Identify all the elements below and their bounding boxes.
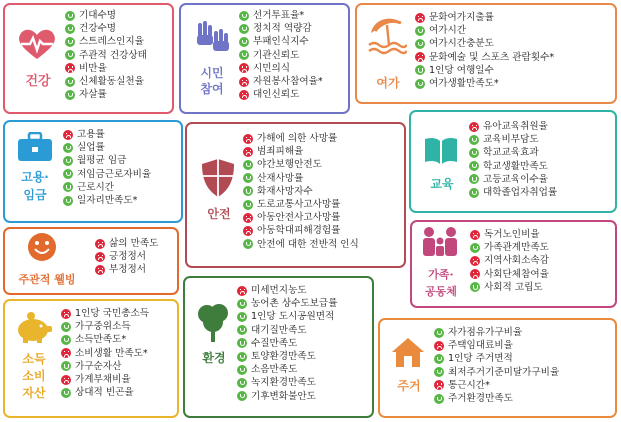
indicator-label: 1인당 주거면적 bbox=[448, 353, 513, 365]
section-safety bbox=[185, 122, 406, 268]
section-environment bbox=[183, 276, 374, 418]
indicator-label: 학교생활만족도 bbox=[483, 160, 548, 172]
smile-face-icon bbox=[63, 182, 73, 192]
indicator-label: 기관신뢰도 bbox=[253, 49, 300, 61]
smile-face-icon bbox=[415, 26, 425, 36]
indicator-item bbox=[469, 120, 557, 133]
indicator-item bbox=[469, 186, 557, 199]
indicator-item bbox=[415, 11, 554, 24]
section-title-housing: 주거 bbox=[397, 379, 421, 393]
frown-face-icon bbox=[61, 309, 71, 319]
indicator-item bbox=[470, 254, 549, 267]
frown-face-icon bbox=[95, 252, 105, 262]
indicator-label: 자살률 bbox=[79, 89, 107, 101]
briefcase-icon bbox=[17, 132, 53, 162]
indicator-label: 미세먼지농도 bbox=[251, 285, 307, 296]
indicator-label: 가해에 의한 사망률 bbox=[257, 133, 338, 144]
smile-face-icon bbox=[239, 11, 249, 21]
frown-face-icon bbox=[239, 90, 249, 100]
indicator-label: 소비생활 만족도* bbox=[75, 347, 148, 359]
indicator-label: 화재사망자수 bbox=[257, 185, 313, 197]
frown-face-icon bbox=[434, 341, 444, 351]
indicator-item bbox=[470, 241, 549, 254]
smile-face-icon bbox=[63, 143, 73, 153]
smile-face-icon bbox=[415, 39, 425, 49]
frown-face-icon bbox=[469, 122, 479, 132]
smile-face-icon bbox=[469, 148, 479, 158]
frown-face-icon bbox=[243, 134, 253, 144]
indicator-label: 자가점유가구비율 bbox=[448, 327, 523, 338]
item-list-safety bbox=[243, 132, 359, 251]
indicator-label: 일자리만족도* bbox=[77, 194, 138, 206]
piggy-bank-icon bbox=[13, 311, 53, 343]
smile-face-icon bbox=[239, 50, 249, 60]
indicator-label: 부패인식지수 bbox=[253, 36, 309, 48]
indicator-item bbox=[65, 9, 147, 22]
smile-face-icon bbox=[65, 90, 75, 100]
item-list-employment bbox=[63, 128, 151, 207]
indicator-item bbox=[239, 9, 323, 22]
frown-face-icon bbox=[61, 348, 71, 358]
indicator-label: 농어촌 상수도보급률 bbox=[251, 298, 338, 310]
frown-face-icon bbox=[239, 63, 249, 73]
section-title-income bbox=[9, 351, 59, 402]
indicator-item bbox=[434, 326, 559, 339]
section-employment bbox=[3, 120, 183, 223]
indicator-label: 주택임대료비율 bbox=[448, 340, 513, 352]
indicator-item bbox=[243, 211, 359, 224]
frown-face-icon bbox=[243, 147, 253, 157]
smile-face-icon bbox=[237, 338, 247, 348]
indicator-item bbox=[65, 35, 147, 48]
indicator-item bbox=[470, 281, 549, 294]
smile-face-icon bbox=[469, 135, 479, 145]
indicator-item bbox=[61, 320, 149, 333]
smile-face-icon bbox=[470, 243, 480, 253]
smile-face-icon bbox=[63, 156, 73, 166]
indicator-item bbox=[470, 268, 549, 281]
indicator-item bbox=[470, 228, 549, 241]
indicator-label: 아동학대피해경험률 bbox=[257, 225, 341, 237]
indicator-label: 건강수명 bbox=[79, 23, 117, 35]
item-list-family bbox=[470, 228, 549, 294]
indicator-label: 독거노인비율 bbox=[484, 229, 540, 240]
smile-face-icon bbox=[61, 322, 71, 332]
section-title-family-line1: 가족· bbox=[428, 268, 454, 281]
indicator-item bbox=[95, 263, 158, 276]
smile-face-icon bbox=[415, 79, 425, 89]
smile-face-icon bbox=[243, 173, 253, 183]
indicator-item bbox=[243, 185, 359, 198]
indicator-label: 삶의 만족도 bbox=[109, 238, 159, 249]
indicator-item bbox=[237, 310, 337, 323]
smile-face-icon bbox=[65, 77, 75, 87]
indicator-label: 대기질만족도 bbox=[251, 324, 307, 336]
indicator-label: 실업률 bbox=[77, 142, 105, 154]
indicator-item bbox=[469, 160, 557, 173]
indicator-label: 기후변화불안도 bbox=[251, 390, 316, 402]
indicator-label: 소득만족도* bbox=[75, 334, 127, 346]
indicator-item bbox=[434, 366, 559, 379]
indicator-item bbox=[61, 333, 149, 346]
section-title-employment bbox=[9, 168, 61, 204]
smile-face-icon bbox=[434, 394, 444, 404]
section-title-family-line2: 공동체 bbox=[425, 285, 457, 298]
indicator-item bbox=[237, 390, 337, 403]
section-title-education: 교육 bbox=[430, 177, 454, 191]
frown-face-icon bbox=[95, 265, 105, 275]
item-list-civic bbox=[239, 9, 323, 101]
indicator-label: 기대수명 bbox=[79, 10, 117, 21]
indicator-label: 지역사회소속감 bbox=[484, 255, 549, 267]
section-title-employment-line2: 임금 bbox=[23, 188, 47, 202]
frown-face-icon bbox=[470, 269, 480, 279]
indicator-item bbox=[65, 88, 147, 101]
indicator-label: 여가시간 bbox=[429, 25, 467, 37]
indicator-label: 대인신뢰도 bbox=[253, 89, 300, 101]
section-title-income-line2: 소비 bbox=[22, 369, 46, 383]
section-leisure bbox=[355, 3, 617, 104]
indicator-item bbox=[243, 145, 359, 158]
section-subjective bbox=[3, 227, 179, 295]
frown-face-icon bbox=[243, 226, 253, 236]
section-income bbox=[3, 299, 179, 418]
smile-face-icon bbox=[65, 24, 75, 34]
indicator-label: 소음만족도 bbox=[251, 364, 298, 376]
indicator-item bbox=[61, 373, 149, 386]
indicator-item bbox=[239, 62, 323, 75]
tree-icon bbox=[195, 302, 231, 342]
indicator-item bbox=[237, 337, 337, 350]
section-title-subjective: 주관적 웰빙 bbox=[18, 273, 76, 286]
frown-face-icon bbox=[63, 130, 73, 140]
indicator-label: 수질만족도 bbox=[251, 337, 298, 349]
indicator-label: 자원봉사참여율* bbox=[253, 75, 323, 87]
indicator-item bbox=[65, 62, 147, 75]
indicator-label: 문화예술 및 스포츠 관람횟수* bbox=[429, 51, 555, 63]
indicator-item bbox=[469, 173, 557, 186]
indicator-label: 문화여가지출률 bbox=[429, 12, 494, 23]
indicator-label: 정치적 역량감 bbox=[253, 23, 312, 35]
item-list-health bbox=[65, 9, 147, 101]
indicator-item bbox=[63, 141, 151, 154]
section-title-health: 건강 bbox=[25, 74, 51, 89]
indicator-label: 가계부채비율 bbox=[75, 373, 131, 385]
frown-face-icon bbox=[61, 375, 71, 385]
indicator-item bbox=[61, 386, 149, 399]
indicator-label: 저임금근로자비율 bbox=[77, 168, 152, 180]
indicator-item bbox=[239, 75, 323, 88]
indicator-item bbox=[415, 77, 554, 90]
smile-face-icon bbox=[237, 378, 247, 388]
smile-face-icon bbox=[243, 239, 253, 249]
indicator-item bbox=[469, 146, 557, 159]
indicator-item bbox=[434, 392, 559, 405]
indicator-label: 학교교육효과 bbox=[483, 147, 539, 159]
indicator-label: 시민의식 bbox=[253, 62, 291, 74]
indicator-label: 사회적 고립도 bbox=[484, 281, 543, 293]
smile-face-icon bbox=[61, 361, 71, 371]
item-list-leisure bbox=[415, 11, 554, 90]
frown-face-icon bbox=[470, 256, 480, 266]
smile-face-icon bbox=[470, 282, 480, 292]
indicator-item bbox=[469, 133, 557, 146]
house-icon bbox=[390, 336, 426, 368]
indicator-label: 근로시간 bbox=[77, 181, 115, 193]
section-title-income-line3: 자산 bbox=[22, 386, 46, 400]
smile-face-icon bbox=[434, 354, 444, 364]
smile-face-icon bbox=[434, 367, 444, 377]
frown-face-icon bbox=[65, 63, 75, 73]
frown-face-icon bbox=[239, 77, 249, 87]
section-health bbox=[3, 3, 174, 114]
indicator-item bbox=[243, 172, 359, 185]
indicator-item bbox=[63, 194, 151, 207]
smile-face-icon bbox=[237, 312, 247, 322]
indicator-item bbox=[63, 154, 151, 167]
indicator-item bbox=[61, 307, 149, 320]
smile-face-icon bbox=[469, 174, 479, 184]
smile-face-icon bbox=[63, 196, 73, 206]
item-list-subjective bbox=[95, 237, 158, 277]
indicator-label: 주관적 건강상태 bbox=[79, 49, 147, 61]
indicator-item bbox=[415, 64, 554, 77]
frown-face-icon bbox=[470, 230, 480, 240]
indicator-item bbox=[65, 49, 147, 62]
smile-face-icon bbox=[237, 352, 247, 362]
smile-face-icon bbox=[237, 365, 247, 375]
frown-face-icon bbox=[434, 380, 444, 390]
indicator-label: 가족관계만족도 bbox=[484, 242, 549, 254]
indicator-item bbox=[243, 238, 359, 251]
indicator-label: 1인당 도시공원면적 bbox=[251, 311, 335, 323]
indicator-item bbox=[237, 284, 337, 297]
smile-face-icon bbox=[243, 186, 253, 196]
indicator-item bbox=[65, 75, 147, 88]
section-title-income-line1: 소득 bbox=[22, 352, 46, 366]
indicator-item bbox=[61, 360, 149, 373]
smile-face-icon bbox=[237, 325, 247, 335]
indicator-label: 안전에 대한 전반적 인식 bbox=[257, 238, 359, 250]
indicator-label: 교육비부담도 bbox=[483, 134, 539, 146]
indicator-item bbox=[237, 324, 337, 337]
indicator-label: 부정정서 bbox=[109, 264, 147, 276]
smile-face-icon bbox=[65, 11, 75, 21]
smile-face-icon bbox=[239, 37, 249, 47]
frown-face-icon bbox=[243, 213, 253, 223]
indicator-label: 통근시간* bbox=[448, 379, 490, 391]
indicator-item bbox=[243, 132, 359, 145]
indicator-label: 가구중위소득 bbox=[75, 321, 131, 333]
indicator-item bbox=[95, 237, 158, 250]
smile-face-icon bbox=[243, 200, 253, 210]
indicator-item bbox=[237, 297, 337, 310]
indicator-item bbox=[434, 352, 559, 365]
indicator-item bbox=[63, 168, 151, 181]
section-family bbox=[410, 220, 617, 308]
indicator-label: 사회단체참여율 bbox=[484, 268, 549, 280]
indicator-label: 1인당 여행일수 bbox=[429, 64, 494, 76]
indicator-label: 고용률 bbox=[77, 129, 105, 140]
indicator-item bbox=[239, 88, 323, 101]
item-list-education bbox=[469, 120, 557, 199]
indicator-label: 아동안전사고사망률 bbox=[257, 212, 341, 224]
section-title-employment-line1: 고용· bbox=[21, 170, 49, 184]
indicator-item bbox=[415, 24, 554, 37]
section-housing bbox=[378, 318, 617, 418]
smile-face-icon bbox=[237, 299, 247, 309]
indicator-label: 야간보행안전도 bbox=[257, 159, 322, 171]
indicator-item bbox=[239, 35, 323, 48]
indicator-label: 범죄피해율 bbox=[257, 146, 304, 158]
smile-face-icon bbox=[469, 161, 479, 171]
section-title-environment: 환경 bbox=[202, 351, 226, 365]
indicator-label: 여가시간충분도 bbox=[429, 38, 494, 50]
indicator-label: 신체활동실천율 bbox=[79, 75, 144, 87]
indicator-label: 월평균 임금 bbox=[77, 155, 127, 167]
indicator-label: 녹지환경만족도 bbox=[251, 377, 316, 389]
section-education bbox=[409, 110, 617, 213]
indicator-item bbox=[415, 37, 554, 50]
section-title-civic-line1: 시민 bbox=[200, 66, 224, 80]
frown-face-icon bbox=[237, 286, 247, 296]
family-icon bbox=[420, 226, 460, 258]
smile-face-icon bbox=[65, 37, 75, 47]
indicator-item bbox=[237, 376, 337, 389]
smile-face-icon bbox=[415, 65, 425, 75]
indicator-item bbox=[95, 250, 158, 263]
section-title-civic-line2: 참여 bbox=[200, 82, 224, 96]
raised-hands-icon bbox=[194, 19, 230, 55]
indicator-item bbox=[237, 350, 337, 363]
smile-face-icon bbox=[61, 335, 71, 345]
item-list-environment bbox=[237, 284, 337, 403]
shield-icon bbox=[201, 158, 235, 198]
indicator-item bbox=[243, 158, 359, 171]
section-civic bbox=[179, 3, 350, 114]
smile-face-icon bbox=[65, 50, 75, 60]
indicator-item bbox=[63, 128, 151, 141]
smile-face-icon bbox=[243, 160, 253, 170]
indicator-item bbox=[243, 198, 359, 211]
smiley-face-icon bbox=[27, 232, 57, 262]
indicator-label: 산재사망률 bbox=[257, 172, 304, 184]
smile-face-icon bbox=[434, 328, 444, 338]
book-icon bbox=[423, 136, 459, 166]
indicator-label: 긍정정서 bbox=[109, 251, 147, 263]
beach-umbrella-icon bbox=[367, 15, 407, 55]
heart-pulse-icon bbox=[17, 27, 57, 61]
indicator-item bbox=[434, 379, 559, 392]
indicator-item bbox=[239, 22, 323, 35]
section-title-leisure: 여가 bbox=[376, 76, 400, 90]
section-title-safety: 안전 bbox=[207, 207, 231, 221]
indicator-item bbox=[243, 224, 359, 237]
smile-face-icon bbox=[237, 391, 247, 401]
smile-face-icon bbox=[61, 388, 71, 398]
indicator-label: 여가생활만족도* bbox=[429, 77, 499, 89]
indicator-label: 유아교육취원율 bbox=[483, 121, 548, 132]
indicator-label: 최저주거기준미달가구비율 bbox=[448, 366, 560, 378]
indicator-label: 주거환경만족도 bbox=[448, 392, 513, 404]
indicator-item bbox=[237, 363, 337, 376]
indicator-item bbox=[415, 51, 554, 64]
indicator-label: 가구순자산 bbox=[75, 360, 122, 372]
indicator-item bbox=[65, 22, 147, 35]
indicator-label: 1인당 국민총소득 bbox=[75, 308, 150, 319]
indicator-item bbox=[239, 49, 323, 62]
indicator-label: 고등교육이수율 bbox=[483, 173, 548, 185]
indicator-item bbox=[434, 339, 559, 352]
indicator-label: 비만율 bbox=[79, 62, 107, 74]
indicator-item bbox=[63, 181, 151, 194]
frown-face-icon bbox=[95, 239, 105, 249]
indicator-label: 스트레스인지율 bbox=[79, 36, 144, 48]
indicator-label: 상대적 빈곤율 bbox=[75, 387, 134, 399]
frown-face-icon bbox=[415, 13, 425, 23]
section-title-civic bbox=[189, 65, 235, 97]
indicator-label: 도로교통사고사망률 bbox=[257, 198, 341, 210]
indicator-label: 토양환경만족도 bbox=[251, 350, 316, 362]
indicator-label: 선거투표율* bbox=[253, 10, 305, 21]
smile-face-icon bbox=[239, 24, 249, 34]
section-title-family bbox=[414, 266, 468, 300]
frown-face-icon bbox=[415, 52, 425, 62]
smile-face-icon bbox=[469, 188, 479, 198]
indicator-label: 대학졸업자취업률 bbox=[483, 186, 558, 198]
smile-face-icon bbox=[63, 169, 73, 179]
item-list-housing bbox=[434, 326, 559, 405]
item-list-income bbox=[61, 307, 149, 399]
indicator-item bbox=[61, 347, 149, 360]
